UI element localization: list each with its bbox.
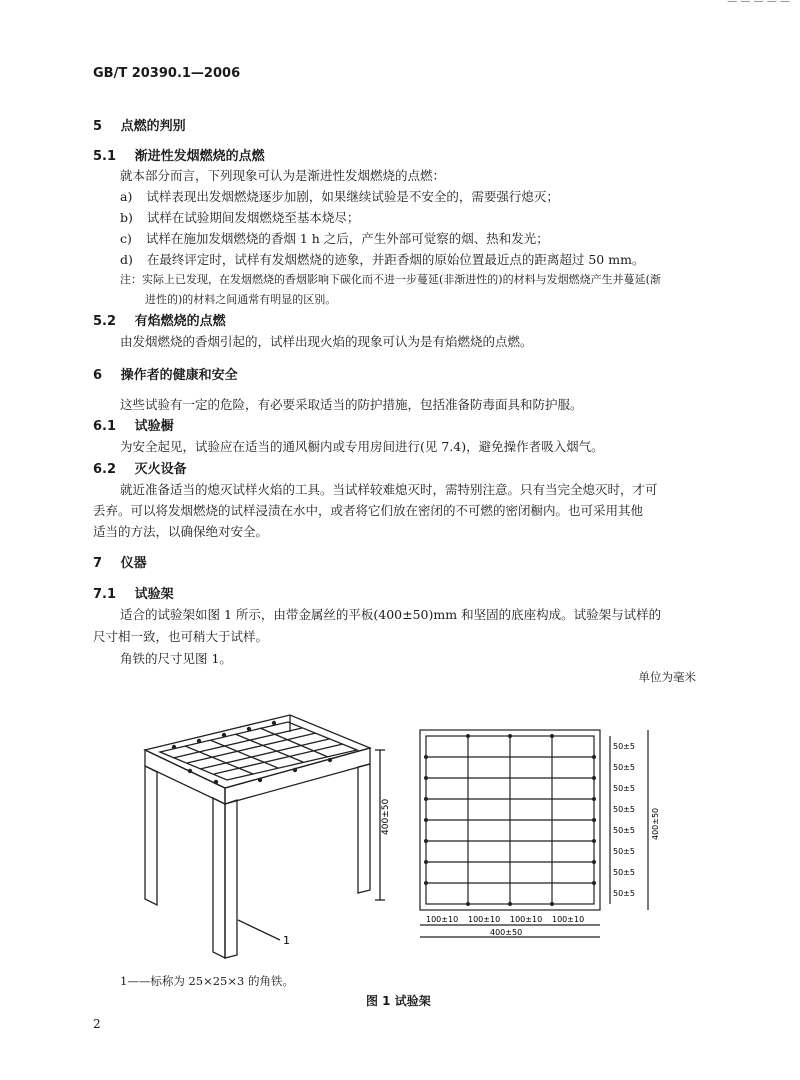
list-label: d) xyxy=(120,252,133,267)
callout-number: 1 xyxy=(283,934,290,947)
section-5-heading xyxy=(93,115,186,134)
paragraph: 就本部分而言，下列现象可认为是渐进性发烟燃烧的点燃： xyxy=(120,168,446,183)
section-number: 6 xyxy=(93,368,103,383)
dim-row-label: 50±5 xyxy=(613,784,635,793)
dim-col-label: 100±10 xyxy=(426,915,459,924)
dim-row-label: 50±5 xyxy=(613,847,635,856)
test-frame-isometric xyxy=(130,700,400,970)
dim-row-label: 50±5 xyxy=(613,805,635,814)
section-number: 7 xyxy=(93,556,103,571)
paragraph: 这些试验有一定的危险，有必要采取适当的防护措施，包括准备防毒面具和防护服。 xyxy=(120,397,583,412)
dim-row-label: 50±5 xyxy=(613,742,635,751)
leg-front xyxy=(225,800,237,958)
paragraph-line: 就近准备适当的熄灭试样火焰的工具。当试样较难熄灭时，需特别注意。只有当完全熄灭时，才可 xyxy=(120,482,658,497)
section-title: 操作者的健康和安全 xyxy=(120,368,238,383)
section-number: 6.1 xyxy=(93,419,117,434)
section-6-1-heading xyxy=(93,415,174,434)
dim-col-label: 100±10 xyxy=(468,915,501,924)
dim-col-label: 100±10 xyxy=(510,915,543,924)
section-title: 有焰燃烧的点燃 xyxy=(134,314,226,329)
section-title: 渐进性发烟燃烧的点燃 xyxy=(134,149,265,164)
dim-row-label: 50±5 xyxy=(613,826,635,835)
list-label: c) xyxy=(120,231,132,246)
paragraph-line: 适当的方法，以确保绝对安全。 xyxy=(93,524,269,539)
document-code: GB/T 20390.1—2006 xyxy=(93,66,241,81)
section-7-heading xyxy=(93,552,147,571)
paragraph: 由发烟燃烧的香烟引起的，试样出现火焰的现象可认为是有焰燃烧的点燃。 xyxy=(120,334,533,349)
top-right-code: — — — — — xyxy=(727,0,790,7)
section-5-1-heading xyxy=(93,145,265,164)
list-label: b) xyxy=(120,210,133,225)
figure-legend: 1——标称为 25×25×3 的角铁。 xyxy=(120,974,294,988)
section-number: 5 xyxy=(93,119,103,134)
dim-row-label: 50±5 xyxy=(613,763,635,772)
dim-row-label: 50±5 xyxy=(613,868,635,877)
leg-right xyxy=(358,764,370,893)
figure-caption: 图 1 试验架 xyxy=(366,994,431,1008)
list-item xyxy=(120,187,559,205)
section-title: 试验橱 xyxy=(134,419,174,434)
leg-left-front xyxy=(145,766,157,905)
frame-top xyxy=(145,715,370,788)
list-text: 在最终评定时，试样有发烟燃烧的迹象，并距香烟的原始位置最近点的距离超过 50 mm。 xyxy=(146,252,645,267)
list-item xyxy=(120,229,549,247)
section-6-2-heading xyxy=(93,458,187,477)
section-number: 6.2 xyxy=(93,462,117,477)
list-item xyxy=(120,208,359,226)
section-title: 仪器 xyxy=(120,556,147,571)
list-text: 试样在试验期间发烟燃烧至基本烧尽； xyxy=(146,210,360,225)
list-item xyxy=(120,250,644,268)
paragraph-line: 丢弃。可以将发烟燃烧的试样浸渍在水中，或者将它们放在密闭的不可燃的密闭橱内。也可采用其他 xyxy=(93,503,644,518)
section-6-heading xyxy=(93,364,238,383)
dim-row-label: 50±5 xyxy=(613,889,635,898)
section-title: 试验架 xyxy=(134,587,174,602)
section-number: 5.2 xyxy=(93,314,117,329)
note-line: 注：实际上已发现，在发烟燃烧的香烟影响下碳化而不进一步蔓延(非渐进性的)的材料与发烟燃烧产生并蔓延(渐 xyxy=(120,273,661,286)
paragraph-line: 尺寸相一致，也可稍大于试样。 xyxy=(93,629,269,644)
paragraph-line: 适合的试验架如图 1 所示，由带金属丝的平板(400±50)mm 和坚固的底座构成。试验架与试样的 xyxy=(120,607,662,622)
unit-note: 单位为毫米 xyxy=(638,670,696,684)
dim-total-width: 400±50 xyxy=(490,928,523,937)
section-number: 5.1 xyxy=(93,149,117,164)
list-text: 试样表现出发烟燃烧逐步加剧，如果继续试验是不安全的，需要强行熄灭； xyxy=(146,189,559,204)
list-text: 试样在施加发烟燃烧的香烟 1 h 之后，产生外部可觉察的烟、热和发光； xyxy=(145,231,549,246)
dim-total-height: 400±50 xyxy=(651,807,660,840)
paragraph-line: 角铁的尺寸见图 1。 xyxy=(120,651,232,666)
section-7-1-heading xyxy=(93,583,174,602)
dim-col-label: 100±10 xyxy=(552,915,585,924)
paragraph: 为安全起见，试验应在适当的通风橱内或专用房间进行(见 7.4)，避免操作者吸入烟气。 xyxy=(120,439,604,454)
section-5-2-heading xyxy=(93,310,226,329)
section-title: 点燃的判别 xyxy=(120,119,186,134)
section-number: 7.1 xyxy=(93,587,117,602)
test-frame-plan-view xyxy=(400,715,670,945)
page-number: 2 xyxy=(93,1017,101,1031)
list-label: a) xyxy=(120,189,133,204)
section-title: 灭火设备 xyxy=(134,462,187,477)
dim-height-label: 400±50 xyxy=(381,798,391,835)
note-line: 进性的)的材料之间通常有明显的区别。 xyxy=(145,293,337,306)
